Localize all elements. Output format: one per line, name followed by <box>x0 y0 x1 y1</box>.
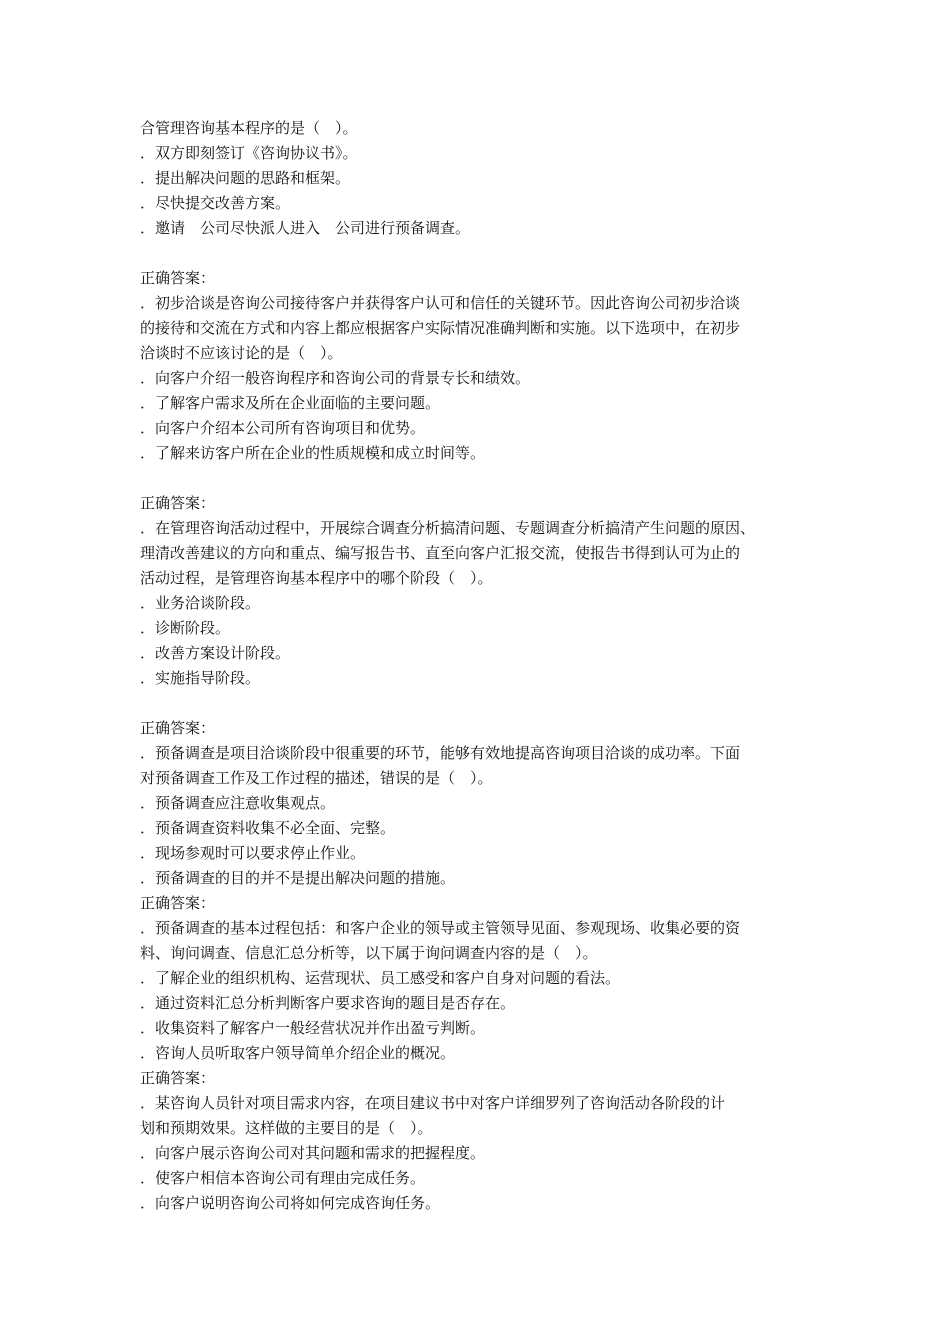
answer-label: 正确答案： <box>140 269 216 287</box>
text-line: 对预备调查工作及工作过程的描述，错误的是（ ）。 <box>140 769 493 787</box>
question-line: ．某咨询人员针对项目需求内容，在项目建议书中对客户详细罗列了咨询活动各阶段的计 <box>140 1094 726 1112</box>
question-line: ．在管理咨询活动过程中，开展综合调查分析搞清问题、专题调查分析搞清产生问题的原因、 <box>140 519 756 537</box>
question-line: ．双方即刻签订《咨询协议书》。 <box>140 144 358 162</box>
question-line: ．业务洽谈阶段。 <box>140 594 261 612</box>
answer-label: 正确答案： <box>140 494 216 512</box>
answer-label: 正确答案： <box>140 894 216 912</box>
question-line: ．邀请 公司尽快派人进入 公司进行预备调查。 <box>140 219 471 237</box>
question-line: ．了解企业的组织机构、运营现状、员工感受和客户自身对问题的看法。 <box>140 969 621 987</box>
question-line: ．咨询人员听取客户领导简单介绍企业的概况。 <box>140 1044 456 1062</box>
question-line: ．提出解决问题的思路和框架。 <box>140 169 351 187</box>
answer-label: 正确答案： <box>140 1069 216 1087</box>
question-line: ．了解客户需求及所在企业面临的主要问题。 <box>140 394 441 412</box>
question-line: ．现场参观时可以要求停止作业。 <box>140 844 366 862</box>
question-line: ．向客户展示咨询公司对其问题和需求的把握程度。 <box>140 1144 486 1162</box>
question-line: ．了解来访客户所在企业的性质规模和成立时间等。 <box>140 444 486 462</box>
question-line: ．向客户介绍本公司所有咨询项目和优势。 <box>140 419 426 437</box>
question-line: ．预备调查应注意收集观点。 <box>140 794 336 812</box>
question-line: ．收集资料了解客户一般经营状况并作出盈亏判断。 <box>140 1019 486 1037</box>
text-line: 料、询问调查、信息汇总分析等，以下属于询问调查内容的是（ ）。 <box>140 944 598 962</box>
question-line: ．通过资料汇总分析判断客户要求咨询的题目是否存在。 <box>140 994 516 1012</box>
question-line: ．预备调查的基本过程包括：和客户企业的领导或主管领导见面、参观现场、收集必要的资 <box>140 919 741 937</box>
text-line: 合管理咨询基本程序的是（ ）。 <box>140 119 358 137</box>
text-line: 的接待和交流在方式和内容上都应根据客户实际情况准确判断和实施。以下选项中，在初步 <box>140 319 741 337</box>
question-line: ．预备调查资料收集不必全面、完整。 <box>140 819 396 837</box>
answer-label: 正确答案： <box>140 719 216 737</box>
text-line: 划和预期效果。这样做的主要目的是（ ）。 <box>140 1119 433 1137</box>
question-line: ．实施指导阶段。 <box>140 669 261 687</box>
question-line: ．改善方案设计阶段。 <box>140 644 291 662</box>
question-line: ．预备调查是项目洽谈阶段中很重要的环节，能够有效地提高咨询项目洽谈的成功率。下面 <box>140 744 741 762</box>
question-line: ．向客户说明咨询公司将如何完成咨询任务。 <box>140 1194 441 1212</box>
question-line: ．初步洽谈是咨询公司接待客户并获得客户认可和信任的关键环节。因此咨询公司初步洽谈 <box>140 294 741 312</box>
question-line: ．使客户相信本咨询公司有理由完成任务。 <box>140 1169 426 1187</box>
question-line: ．诊断阶段。 <box>140 619 231 637</box>
text-line: 活动过程，是管理咨询基本程序中的哪个阶段（ ）。 <box>140 569 493 587</box>
question-line: ．预备调查的目的并不是提出解决问题的措施。 <box>140 869 456 887</box>
question-line: ．尽快提交改善方案。 <box>140 194 291 212</box>
text-line: 洽谈时不应该讨论的是（ ）。 <box>140 344 343 362</box>
text-line: 理清改善建议的方向和重点、编写报告书、直至向客户汇报交流，使报告书得到认可为止的 <box>140 544 741 562</box>
question-line: ．向客户介绍一般咨询程序和咨询公司的背景专长和绩效。 <box>140 369 531 387</box>
